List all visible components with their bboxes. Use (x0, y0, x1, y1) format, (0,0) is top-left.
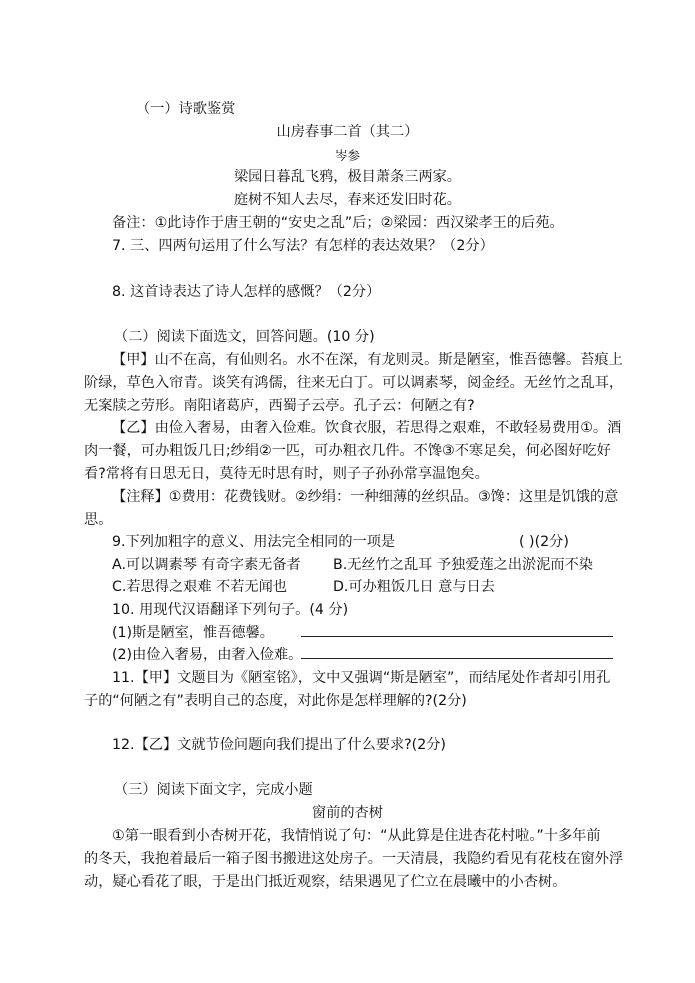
question-10-item-1: (1)斯是陋室，惟吾德馨。 (112, 625, 274, 641)
passage-yi-line-3: 看?常将有日思无日，莫待无时思有时，则子子孙孙常享温饱矣。 (84, 466, 489, 482)
essay-paragraph-1-line-1: ①第一眼看到小杏树开花，我情悄说了句：“从此算是住进杏花村啦。”十多年前 (112, 828, 601, 844)
question-7: 7. 三、四两句运用了什么写法？有怎样的表达效果？（2分） (112, 238, 494, 254)
essay-title: 窗前的杏树 (312, 805, 383, 821)
question-9-option-b: B.无丝竹之乱耳 予独爱莲之出淤泥而不染 (333, 557, 593, 573)
passage-jia-line-1: 【甲】山不在高，有仙则名。水不在深，有龙则灵。斯是陋室，惟吾德馨。苔痕上 (112, 352, 623, 368)
poem-note: 备注：①此诗作于唐王朝的“安史之乱”后；②梁园：西汉梁孝王的后苑。 (112, 215, 564, 231)
section-heading-modern: （三）阅读下面文字，完成小题 (114, 782, 313, 798)
essay-paragraph-1-line-2: 的冬天，我抱着最后一箱子图书搬进这处房子。一天清晨，我隐约看见有花枝在窗外浮 (84, 851, 624, 867)
passage-jia-line-2: 阶绿，草色入帘青。谈笑有鸿儒，往来无白丁。可以调素琴，阅金经。无丝竹之乱耳， (84, 375, 624, 391)
question-9-option-d: D.可办粗饭几日 意与日去 (333, 579, 495, 595)
question-10-item-2: (2)由俭入奢易，由奢入俭难。 (112, 647, 303, 663)
question-12: 12.【乙】文就节俭问题向我们提出了什么要求?(2分) (112, 737, 446, 753)
question-9-answer-blank: ( )(2分) (519, 534, 569, 550)
passage-yi-line-1: 【乙】由俭入奢易，由奢入俭难。饮食衣服，若思得之艰难，不敢轻易费用①。酒 (112, 420, 622, 436)
passage-jia-line-3: 无案牍之劳形。南阳诸葛庐，西蜀子云亭。孔子云：何陋之有? (84, 398, 475, 414)
question-8: 8. 这首诗表达了诗人怎样的感慨？（2分） (112, 284, 381, 300)
question-11-line-1: 11.【甲】文题目为《陋室铭》，文中又强调“斯是陋室”，而结尾处作者却引用孔 (112, 670, 611, 686)
poem-line-1: 梁园日暮乱飞鸦，极目萧条三两家。 (233, 169, 461, 185)
essay-paragraph-1-line-3: 动，疑心看花了眼，于是出门抵近观察，结果遇见了伫立在晨曦中的小杏树。 (84, 874, 567, 890)
question-11-line-2: 子的“何陋之有”表明自己的态度，对此你是怎样理解的?(2分) (84, 693, 467, 709)
question-9-option-a: A.可以调素琴 有奇字素无备者 (112, 557, 301, 573)
question-10: 10. 用现代汉语翻译下列句子。(4 分) (112, 602, 349, 618)
passage-yi-line-2: 肉一餐，可办粗饭几日;纱绢②一匹，可办粗衣几件。不馋③不寒足矣，何必图好吃好 (84, 443, 611, 459)
question-9: 9.下列加粗字的意义、用法完全相同的一项是 (112, 534, 396, 550)
poem-title: 山房春事二首（其二） (276, 124, 419, 140)
notes-line-1: 【注释】①费用：花费钱财。②纱绢：一种细薄的丝织品。③馋：这里是饥饿的意 (112, 489, 619, 505)
notes-line-2: 思。 (84, 512, 113, 528)
section-heading-classical: （二）阅读下面选文，回答问题。(10 分) (114, 329, 375, 345)
poem-line-2: 庭树不知人去尽，春来还发旧时花。 (233, 192, 461, 208)
answer-line-1 (301, 636, 613, 637)
answer-line-2 (301, 658, 613, 659)
section-heading-poetry: （一）诗歌鉴赏 (136, 101, 236, 117)
poem-author: 岑参 (334, 148, 360, 163)
question-9-option-c: C.若思得之艰难 不若无闻也 (112, 579, 287, 595)
